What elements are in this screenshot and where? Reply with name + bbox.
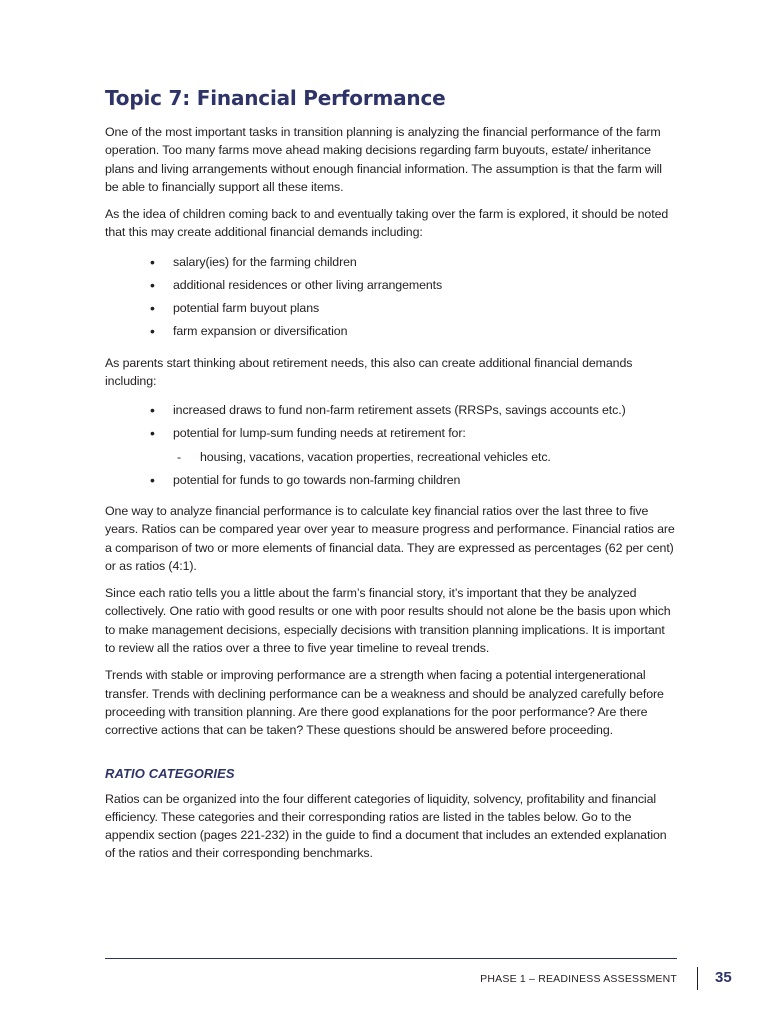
footer-section-label: PHASE 1 – READINESS ASSESSMENT [480,973,677,985]
ratios-paragraph: One way to analyze financial performance is to calculate key financial ratios over the last three to five years. Ratios can be compared year over year to measure progress and performance. Financial ratios are a comparison of two or more elements of financial data. They are expressed as percentages (62 per cent) or as ratios (4:1). [105,504,675,573]
list-item: • potential for funds to go towards non-farming children [105,469,677,492]
list-item: • additional residences or other living arrangements [105,274,677,297]
list-item: • potential for lump-sum funding needs at retirement for: [105,422,677,445]
page-content [105,86,677,872]
children-demands-paragraph: As the idea of children coming back to and eventually taking over the farm is explored, it should be noted that this may create additional financial demands including: [105,207,669,240]
trends-paragraph: Trends with stable or improving performance are a strength when facing a potential intergenerational transfer. Trends with declining performance can be a weakness and should be analyzed carefully before proceeding with transition planning. Are there good explanations for the poor performance? Are there corrective actions that can be taken? These questions should be answered before proceeding. [105,668,664,738]
collective-analysis-paragraph: Since each ratio tells you a little about the farm’s financial story, it’s important that they be analyzed collectively. One ratio with good results or one with poor results should not alone be the basis upon which to make management decisions, especially decisions with transition planning implications. It is important to review all the ratios over a three to five year timeline to reveal trends. [105,586,671,656]
intro-paragraph: One of the most important tasks in transition planning is analyzing the financial performance of the farm operation. Too many farms move ahead making decisions regarding farm buyouts, estate/ inheritance plans and living arrangements without enough financial information. The assumption is that the farm will be able to financially support all these items. [105,125,662,194]
ratio-categories-paragraph: Ratios can be organized into the four different categories of liquidity, solvency, profitability and financial efficiency. These categories and their corresponding ratios are listed in the tables below. Go to the appendix section (pages 221-232) in the guide to find a document that includes an extended explanation of the ratios and their corresponding benchmarks. [105,791,667,861]
list-item: • farm expansion or diversification [105,320,677,343]
footer-rule [105,958,677,959]
page-number: 35 [715,969,732,986]
page-title: Topic 7: Financial Performance [105,86,446,110]
section-heading: RATIO CATEGORIES [105,765,235,781]
list-item: • increased draws to fund non-farm retirement assets (RRSPs, savings accounts etc.) [105,399,677,422]
list-item: • potential farm buyout plans [105,297,677,320]
list-item: • salary(ies) for the farming children [105,251,677,274]
footer-divider [697,967,698,990]
retirement-demands-paragraph: As parents start thinking about retirement needs, this also can create additional financial demands including: [105,355,633,388]
sub-list-item: - housing, vacations, vacation properties, recreational vehicles etc. [105,446,677,469]
children-demands-list [105,251,677,344]
retirement-demands-list [105,399,677,492]
